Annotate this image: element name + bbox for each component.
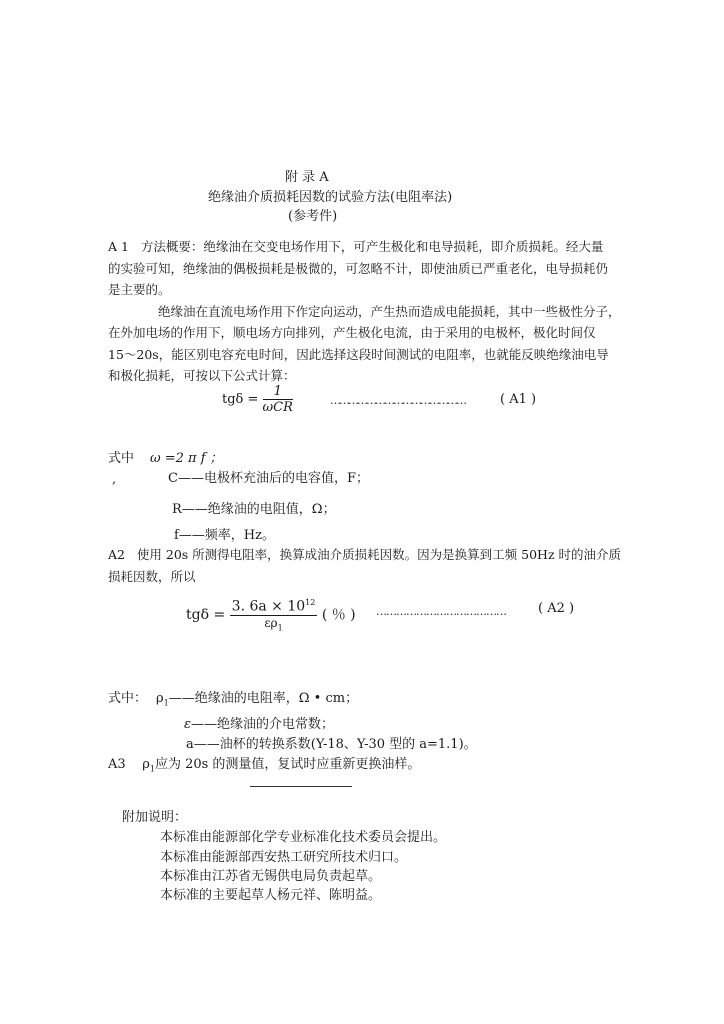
section-divider [250, 786, 352, 787]
a1-para2-line-3: 和极化损耗，可按以下公式计算： [108, 368, 296, 383]
appendix-note: (参考件) [288, 209, 338, 224]
a1-para2-line-2: 15～20s，能区别电容充电时间，因此选择这段时间测试的电阻率，也就能反映绝缘油电导 [108, 346, 609, 362]
a3-rho: ρ [142, 757, 150, 772]
formula-a2-den-sub: 1 [277, 623, 283, 633]
a3-rho-sub: 1 [149, 764, 155, 774]
appendix-subtitle: 绝缘油介质损耗因数的试验方法(电阻率法) [208, 190, 453, 205]
a3-label: A3 [108, 757, 126, 772]
formula-a1-numerator: 1 [263, 384, 293, 400]
formula-a1-fraction [263, 384, 293, 415]
def-c: C——电极杯充油后的电容值，F； [168, 471, 369, 486]
a1-para2-line-0: 绝缘油在直流电场作用下作定向运动，产生热而造成电能损耗，其中一些极性分子， [158, 303, 621, 319]
def-rho-unit: Ω • cm； [298, 691, 359, 706]
def-rho [156, 689, 358, 714]
def-r [172, 500, 336, 520]
def-r-unit: Ω [311, 502, 323, 517]
formula-a1-denominator: ωCR [262, 400, 293, 415]
def-epsilon-text: ——绝缘油的介电常数； [190, 717, 334, 732]
additional-line-1: 本标准由能源部西安热工研究所技术归口。 [160, 850, 408, 865]
formula-a1-leader: ……………………………………… [330, 394, 465, 407]
formula-a1-tag: ( A1 ) [500, 392, 537, 407]
a2-label: A2 [108, 547, 125, 562]
a2-line-0: 使用 20s 所测得电阻率，换算成油介质损耗因数。因为是换算到工频 50Hz 时的油介质 [136, 547, 622, 562]
appendix-title: 附 录 A [285, 170, 329, 185]
def-epsilon-symbol: ε [184, 717, 191, 732]
formula-a2-fraction [230, 598, 318, 632]
omega-definition: ω =2 π f ； [150, 451, 223, 466]
def-r-text: R——绝缘油的电阻值， [172, 502, 312, 517]
a1-comma: , [112, 472, 117, 487]
additional-line-2: 本标准由江苏省无锡供电局负责起草。 [160, 869, 382, 884]
def-epsilon [184, 715, 334, 735]
a1-section [108, 236, 634, 387]
def-rho-text: ——绝缘油的电阻率， [168, 691, 299, 706]
def-a: a——油杯的转换系数(Y-18、Y-30 型的 a=1.1)。 [186, 737, 477, 752]
additional-heading: 附加说明： [122, 810, 188, 825]
formula-a2-numerator [230, 598, 318, 616]
formula-a2-num-main: 3. 6a × 10 [231, 598, 306, 615]
formula-a2-leader: ………………………………… [376, 605, 506, 618]
def-f: f——频率，Hz。 [174, 528, 275, 543]
additional-line-3: 本标准的主要起草人杨元祥、陈明益。 [160, 888, 382, 903]
a1-line-2: 是主要的。 [108, 282, 171, 297]
a3-section [108, 755, 420, 780]
formula-a2-percent: ( ％ ) [321, 607, 356, 624]
formula-a2-num-exp: 12 [305, 598, 316, 607]
a2-section [108, 544, 634, 587]
additional-line-0: 本标准由能源部化学专业标准化技术委员会提出。 [160, 830, 447, 845]
formula-a2-denominator [230, 616, 318, 632]
formula-a2-tag: ( A2 ) [538, 601, 575, 616]
a1-para2-line-1: 在外加电场的作用下，顺电场方向排列，产生极化电流，由于采用的电极杯，极化时间仅 [108, 325, 596, 340]
a1-line-1: 的实验可知，绝缘油的偶极损耗是极微的，可忽略不计，即使油质已严重老化，电导损耗仍 [108, 260, 609, 276]
def-r-end: ； [322, 502, 336, 517]
def-rho-sub: 1 [163, 698, 169, 708]
def-rho-symbol: ρ [156, 691, 164, 706]
formula-a1 [222, 384, 293, 415]
formula-a1-lhs: tgδ = [222, 392, 259, 407]
formula-a2 [186, 598, 356, 632]
formula-a2-den-main: ερ [264, 615, 278, 630]
a1-line-0: 方法概要：绝缘油在交变电场作用下，可产生极化和电导损耗，即介质损耗。经大量 [140, 239, 604, 254]
a2-line-1: 损耗因数，所以 [108, 568, 196, 584]
a1-where-label: 式中 [108, 451, 135, 466]
a3-text: 应为 20s 的测量值，复试时应重新更换油样。 [154, 757, 421, 772]
formula-a2-lhs: tgδ = [186, 607, 226, 624]
a2-where-label: 式中： [108, 691, 148, 706]
a1-label: A 1 [108, 239, 129, 254]
